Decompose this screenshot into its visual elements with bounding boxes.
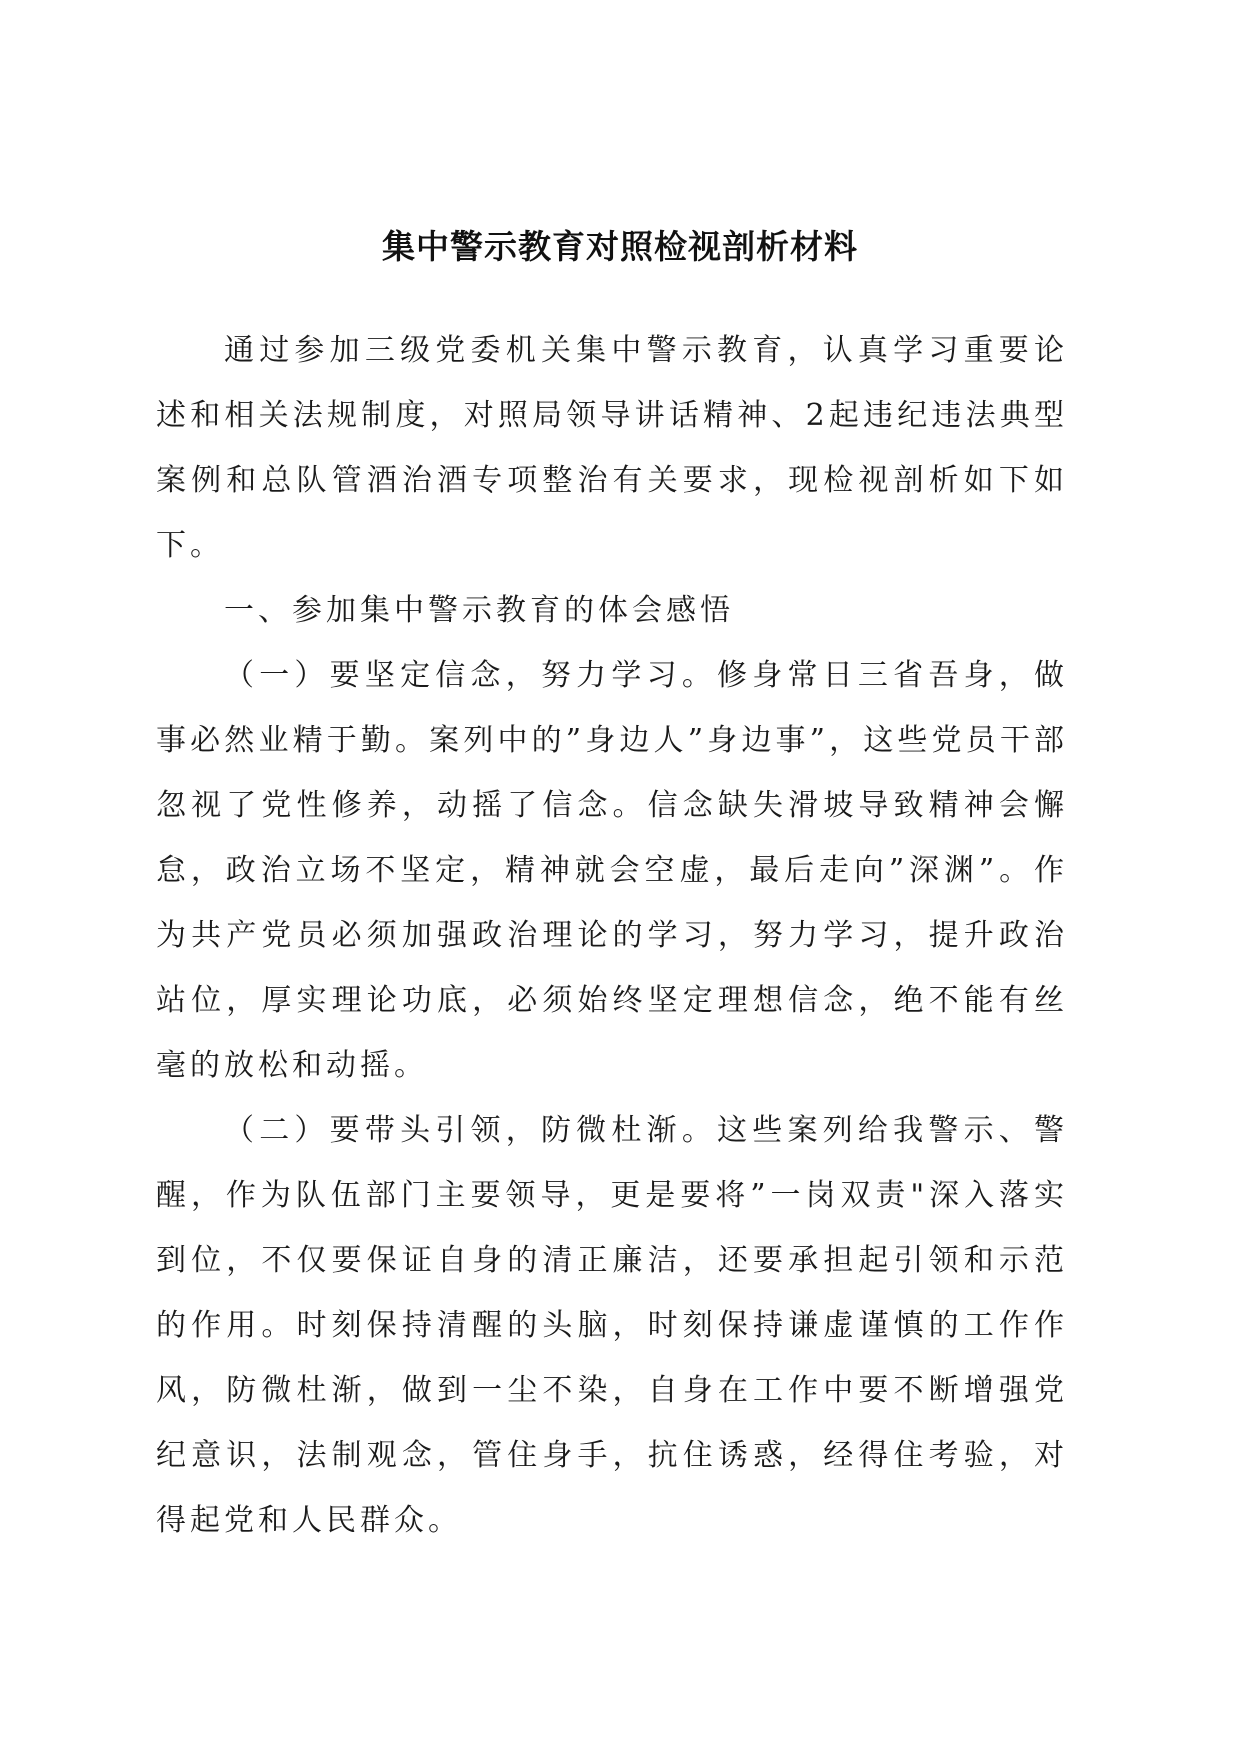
document-title: 集中警示教育对照检视剖析材料 [382,227,858,266]
paragraph-2: （二）要带头引领，防微杜渐。这些案列给我警示、警醒，作为队伍部门主要领导，更是要将”一岗双责"深入落实到位，不仅要保证自身的清正廉洁，还要承担起引领和示范的作用。时刻保持清醒的头脑，时刻保持谦虚谨慎的工作作风，防微杜渐，做到一尘不染，自身在工作中要不断增强党纪意识，法制观念，管住身手，抗住诱惑，经得住考验，对得起党和人民群众。 [156,1113,1068,1538]
intro-paragraph: 通过参加三级党委机关集中警示教育，认真学习重要论述和相关法规制度，对照局领导讲话精神、2起违纪违法典型案例和总队管酒治酒专项整治有关要求，现检视剖析如下如下。 [156,333,1068,563]
paragraph-1: （一）要坚定信念，努力学习。修身常日三省吾身，做事必然业精于勤。案列中的”身边人”身边事”，这些党员干部忽视了党性修养，动摇了信念。信念缺失滑坡导致精神会懈怠，政治立场不坚定，精神就会空虚，最后走向”深渊”。作为共产党员必须加强政治理论的学习，努力学习，提升政治站位，厚实理论功底，必须始终坚定理想信念，绝不能有丝毫的放松和动摇。 [156,658,1068,1083]
section-heading: 一、参加集中警示教育的体会感悟 [224,593,734,628]
document-body [156,318,1068,1553]
